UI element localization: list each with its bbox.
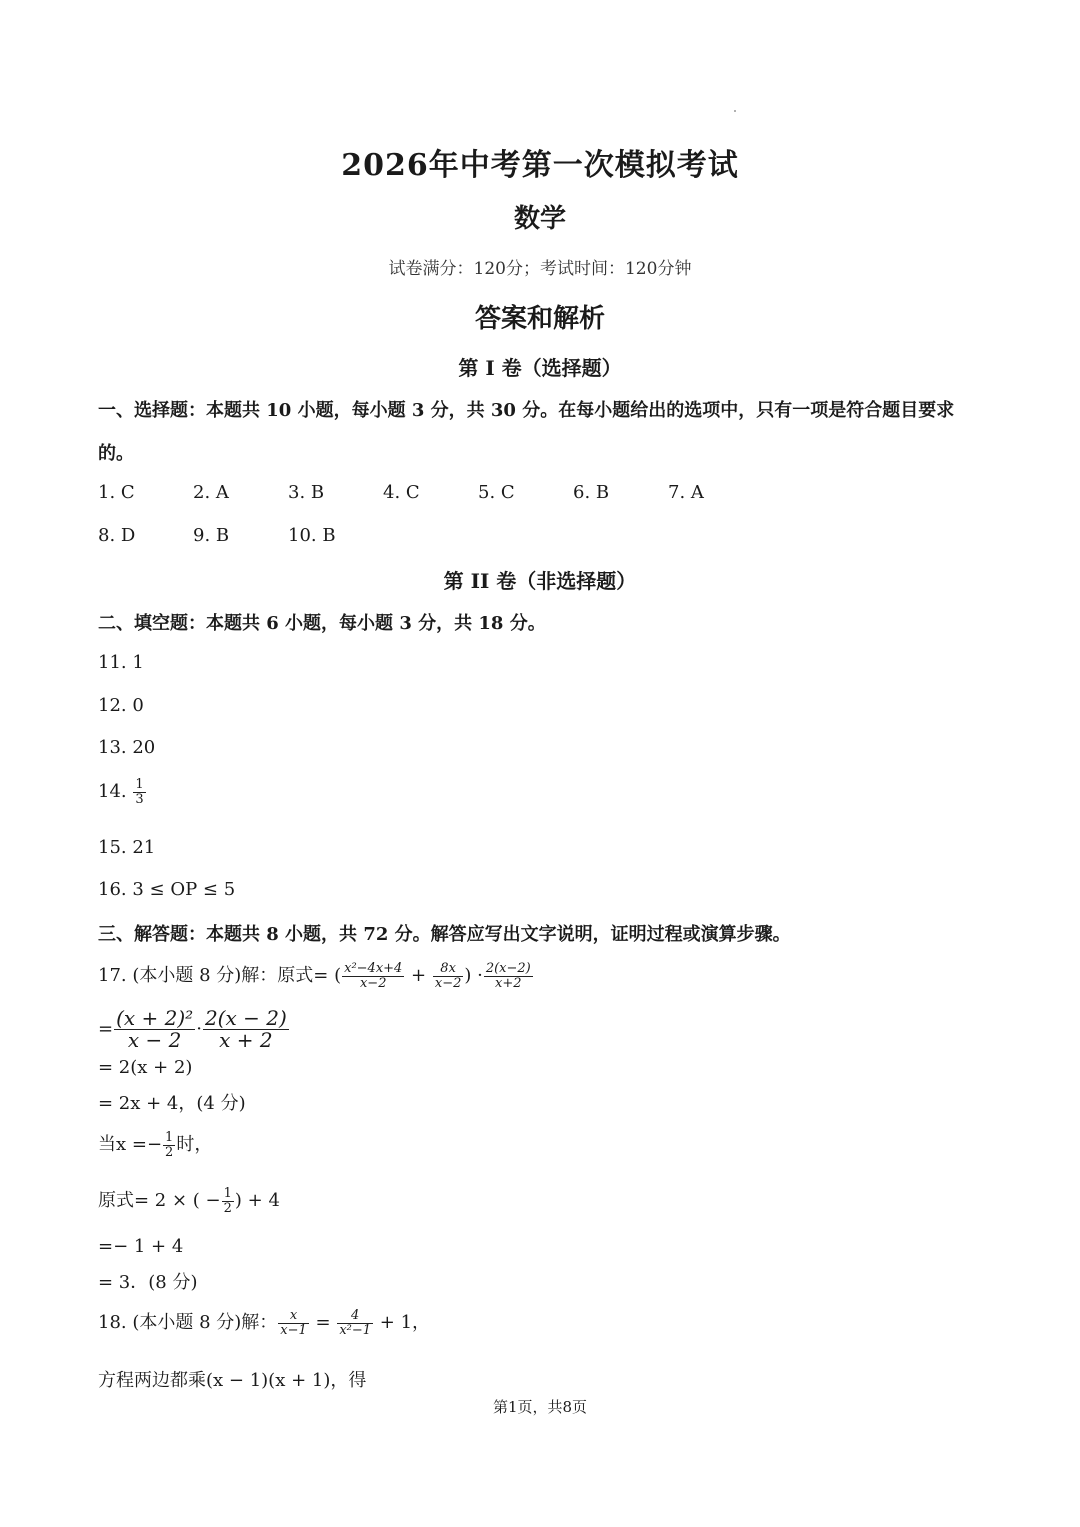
q17-line3: = 2(x + 2)	[98, 1057, 193, 1078]
page-footer: 第1页，共8页	[492, 1398, 588, 1416]
choice-answer: 8. D	[98, 525, 136, 546]
fraction: $\frac{1}{2}$	[223, 1185, 232, 1216]
fill-answer-12: 12. 0	[98, 695, 144, 716]
fill-section-title: 二、填空题：本题共 6 小题，每小题 3 分，共 18 分。	[98, 613, 546, 634]
fill-answer-11: 11. 1	[98, 652, 144, 673]
fraction: $\frac{1}{2}$	[165, 1129, 174, 1160]
choice-answer: 1. C	[98, 482, 135, 503]
choice-answer: 7. A	[668, 482, 704, 503]
choice-answer: 4. C	[383, 482, 420, 503]
choice-answer: 2. A	[193, 482, 229, 503]
fraction: $\frac{2(x-2)}{x+2}$	[485, 960, 531, 991]
solve-section-title: 三、解答题：本题共 8 小题，共 72 分。解答应写出文字说明，证明过程或演算步骤。	[98, 924, 791, 945]
choice-section-line1: 一、选择题：本题共 10 小题，每小题 3 分，共 30 分。在每小题给出的选项中，只有一项是符合题目要求	[98, 400, 955, 421]
scan-dot	[734, 110, 736, 112]
fill-answer-13: 13. 20	[98, 737, 156, 758]
fraction: $\frac{1}{3}$	[135, 777, 144, 807]
choice-answer: 5. C	[478, 482, 515, 503]
q17-line5: 当x =− $\frac{1}{2}$ 时，	[98, 1129, 213, 1160]
exam-meta: 试卷满分：120分；考试时间：120分钟	[388, 259, 692, 279]
choice-answer: 3. B	[288, 482, 325, 503]
q18-line1: 18. (本小题 8 分)解： $\frac{x}{x-1}$ = $\frac{4}{\text{x²−1}}$ + 1，	[98, 1307, 431, 1338]
part2-title: 第 II 卷（非选择题）	[443, 569, 637, 593]
fill-answer-16: 16. 3 ≤ OP ≤ 5	[98, 879, 236, 900]
choice-answer: 6. B	[573, 482, 610, 503]
fill-answer-15: 15. 21	[98, 837, 156, 858]
choice-answer: 10. B	[288, 525, 336, 546]
q17-line7: =− 1 + 4	[98, 1236, 184, 1257]
fraction: $\frac{8x}{x-2}$	[434, 960, 462, 991]
q17-line1: 17. (本小题 8 分)解：原式= ( $\frac{\text{x²−4x+4}}{x-2}$ + $\frac{8x}{x-2}$ ) · $\frac{2(x-2)}{x+2}$	[98, 960, 531, 991]
q17-line2: = $\frac{\text{(x + 2)²}}{x - 2}$ · $\frac{2(x - 2)}{x + 2}$	[98, 1006, 287, 1052]
fraction: $\frac{\text{(x + 2)²}}{x - 2}$	[116, 1006, 194, 1052]
fraction: $\frac{2(x - 2)}{x + 2}$	[204, 1006, 287, 1052]
fill-answer-14: 14. $\frac{1}{3}$	[98, 777, 144, 807]
fraction: $\frac{\text{x²−4x+4}}{x-2}$	[344, 960, 403, 991]
choice-section-line2: 的。	[98, 443, 134, 464]
subject-title: 数学	[513, 204, 566, 234]
fraction: $\frac{x}{x-1}$	[280, 1307, 307, 1338]
q18-line2: 方程两边都乘(x − 1)(x + 1)，得	[98, 1370, 367, 1391]
choice-answer: 9. B	[193, 525, 230, 546]
q17-line8: = 3．(8 分)	[98, 1272, 198, 1293]
exam-title: 2026年中考第一次模拟考试	[341, 148, 739, 183]
part1-title: 第 I 卷（选择题）	[458, 356, 622, 380]
q17-line6: 原式= 2 × ( − $\frac{1}{2}$ ) + 4	[98, 1185, 280, 1216]
answer-title: 答案和解析	[474, 304, 605, 334]
q17-line4: = 2x + 4，(4 分)	[98, 1093, 246, 1114]
fraction: $\frac{4}{\text{x²−1}}$	[339, 1307, 372, 1338]
